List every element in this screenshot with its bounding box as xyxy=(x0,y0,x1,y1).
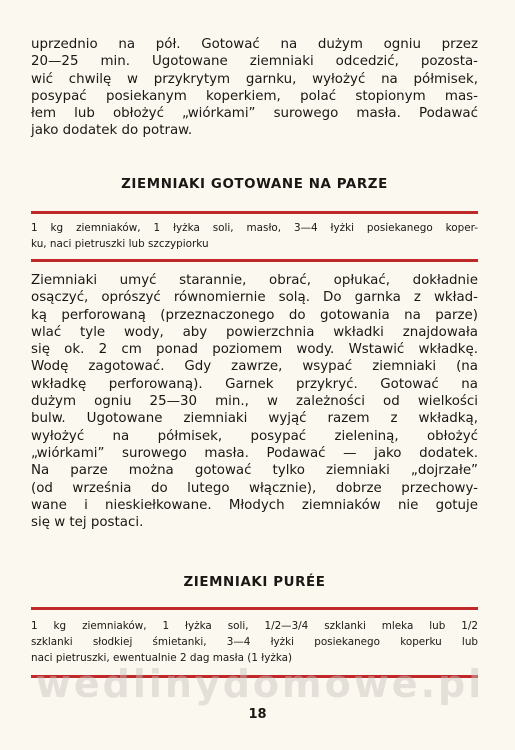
section-title-steamed-potatoes: ZIEMNIAKI GOTOWANE NA PARZE xyxy=(121,177,388,192)
divider-rule xyxy=(31,607,478,610)
watermark: wedlinydomowe.pl xyxy=(35,662,485,706)
body-line: wlać tyle wody, aby powierzchnia wkładki znajdowała xyxy=(31,324,478,340)
body-line: wyłożyć na półmisek, posypać zieleniną, obłożyć xyxy=(31,428,478,444)
body-line: wane i nieskiełkowane. Młodych ziemniaków nie gotuje xyxy=(31,497,478,513)
intro-line: 20—25 min. Ugotowane ziemniaki odcedzić, pozosta- xyxy=(31,54,478,70)
ingredients-steamed-potatoes xyxy=(31,220,478,252)
intro-paragraph xyxy=(31,36,478,140)
body-line: się ok. 2 cm ponad poziomem wody. Wstawić wkładkę. xyxy=(31,342,478,358)
body-line: Na parze można gotować tylko ziemniaki „dojrzałe” xyxy=(31,463,478,479)
intro-line: wić chwilę w przykrytym garnku, wyłożyć na półmisek, xyxy=(31,71,478,87)
steamed-potatoes-instructions xyxy=(31,272,478,531)
intro-line: jako dodatek do potraw. xyxy=(31,123,193,139)
body-line: Ziemniaki umyć starannie, obrać, opłukać, dokładnie xyxy=(31,273,478,288)
intro-line: łem lub obłożyć „wiórkami” surowego masła. Podawać xyxy=(31,106,478,122)
body-line: osączyć, oprószyć równomiernie solą. Do garnka z wkład- xyxy=(31,290,478,306)
page-number: 18 xyxy=(248,707,267,722)
divider-rule xyxy=(31,259,478,262)
ingredients-potato-puree xyxy=(31,618,478,666)
section-title-potato-puree: ZIEMNIAKI PURÉE xyxy=(183,575,326,590)
ingredients-line: naci pietruszki, ewentualnie 2 dag masła (1 łyżka) xyxy=(31,652,293,664)
body-line: dużym ogniu 25—30 min., w zależności od wielkości xyxy=(31,394,478,410)
divider-rule xyxy=(31,211,478,214)
body-line: się w tej postaci. xyxy=(31,515,144,531)
body-line: ką perforowaną (przeznaczonego do gotowania na parze) xyxy=(31,307,478,323)
ingredients-line: szklanki słodkiej śmietanki, 3—4 łyżki posiekanego koperku lub xyxy=(31,636,478,648)
body-line: „wiórkami” surowego masła. Podawać — jako dodatek. xyxy=(31,445,478,461)
body-line: wkładkę perforowaną). Garnek przykryć. Gotować na xyxy=(31,376,478,392)
body-line: Wodę zagotować. Gdy zawrze, wsypać ziemniaki (na xyxy=(31,359,478,375)
intro-line: uprzednio na pół. Gotować na dużym ogniu przez xyxy=(31,37,478,52)
ingredients-line: 1 kg ziemniaków, 1 łyżka soli, 1/2—3/4 szklanki mleka lub 1/2 xyxy=(31,620,478,632)
intro-line: posypać posiekanym koperkiem, polać stopionym mas- xyxy=(31,88,478,104)
ingredients-line: ku, naci pietruszki lub szczypiorku xyxy=(31,238,209,250)
body-line: bulw. Ugotowane ziemniaki wyjąć razem z wkładką, xyxy=(31,411,478,427)
body-line: (od września do lutego włącznie), dobrze przechowy- xyxy=(31,480,478,496)
ingredients-line: 1 kg ziemniaków, 1 łyżka soli, masło, 3—4 łyżki posiekanego koper- xyxy=(31,222,478,234)
